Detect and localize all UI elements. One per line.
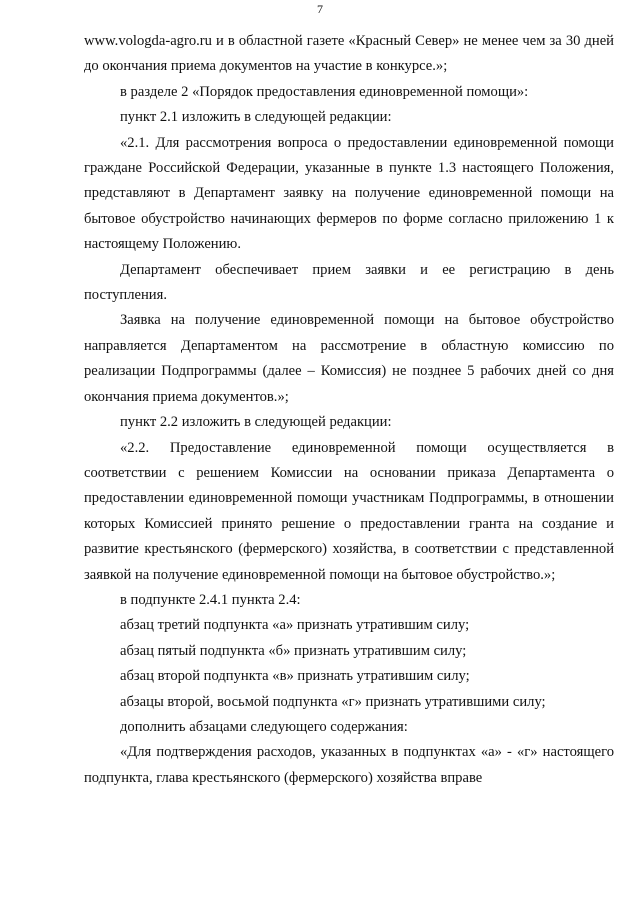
paragraph-repeal-g: абзацы второй, восьмой подпункта «г» признать утратившими силу; — [120, 693, 546, 710]
paragraph-expenses: «Для подтверждения расходов, указанных в подпунктах «а» - «г» настоящего подпункта, глава крестьянского (фермерского) хозяйства вправе — [84, 744, 614, 786]
page-number: 7 — [317, 2, 323, 16]
paragraph-repeal-v: абзац второй подпункта «в» признать утратившим силу; — [120, 668, 470, 685]
paragraph-repeal-a: абзац третий подпункта «а» признать утратившим силу; — [120, 617, 470, 634]
document-body — [84, 29, 614, 791]
paragraph-repeal-b: абзац пятый подпункта «б» признать утратившим силу; — [120, 642, 467, 659]
paragraph-item-2-1-intro: пункт 2.1 изложить в следующей редакции: — [120, 109, 392, 126]
paragraph-section-2-intro: в разделе 2 «Порядок предоставления единовременной помощи»: — [120, 83, 529, 100]
paragraph-subitem-2-4-1: в подпункте 2.4.1 пункта 2.4: — [120, 591, 301, 608]
paragraph-item-2-2-text: «2.2. Предоставление единовременной помощи осуществляется в соответствии с решением Комиссии на основании приказа Департамента о предоставлении единовременной помощи участникам Подпрограммы, в отношении которых Комиссией принято решение о предоставлении гранта на создание и развитие крестьянского (фермерского) хозяйства, в соответствии с представленной заявкой на получение единовременной помощи на бытовое обустройство.»; — [84, 439, 614, 583]
paragraph-item-2-2-intro: пункт 2.2 изложить в следующей редакции: — [120, 414, 392, 431]
paragraph-commission: Заявка на получение единовременной помощи на бытовое обустройство направляется Департаментом на рассмотрение в областную комиссию по реализации Подпрограммы (далее – Комиссия) не позднее 5 рабочих дней со дня окончания приема документов.»; — [84, 312, 614, 405]
paragraph-supplement: дополнить абзацами следующего содержания: — [120, 718, 408, 735]
paragraph-url-continuation: www.vologda-agro.ru и в областной газете «Красный Север» не менее чем за 30 дней до окончания приема документов на участие в конкурсе.»; — [84, 33, 614, 75]
paragraph-registration: Департамент обеспечивает прием заявки и ее регистрацию в день поступления. — [84, 261, 614, 304]
paragraph-item-2-1-text: «2.1. Для рассмотрения вопроса о предоставлении единовременной помощи граждане Российской Федерации, указанные в пункте 1.3 настоящего Положения, представляют в Департамент заявку на получение единовременной помощи на бытовое обустройство начинающих фермеров по форме согласно приложению 1 к настоящему Положению. — [84, 134, 614, 253]
